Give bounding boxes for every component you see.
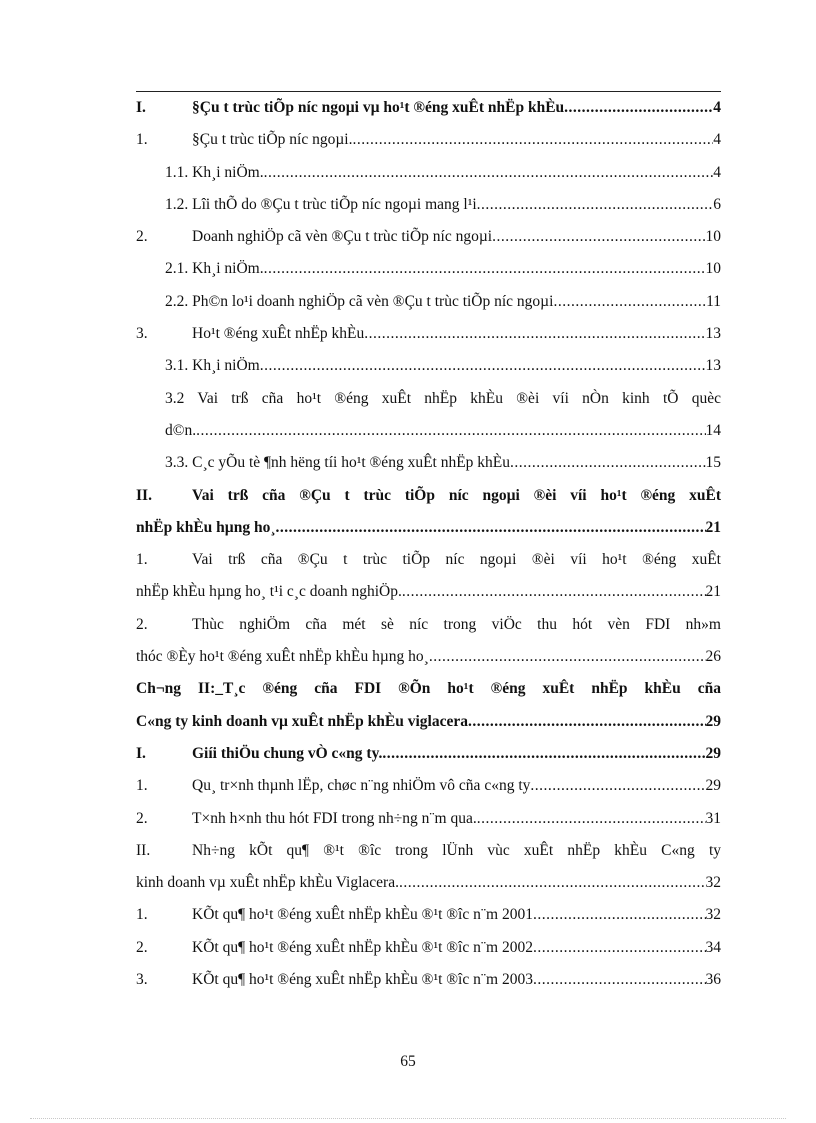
toc-entry	[136, 964, 721, 996]
toc-entry	[136, 92, 721, 124]
toc-entry-title: §Çu t trùc tiÕp níc ngoµi vµ ho¹t ®éng xuÊt nhËp khÈu	[192, 99, 565, 116]
toc-entry-title: kinh doanh vµ xuÊt nhËp khÈu Viglacera.	[136, 874, 399, 892]
dot-leader	[530, 770, 705, 802]
toc-entry-number: 2.	[136, 938, 148, 956]
toc-entry	[136, 835, 721, 867]
toc-entry	[136, 770, 721, 802]
toc-entry-title: d©n.	[165, 421, 197, 439]
dot-leader	[477, 803, 706, 835]
toc-entry-page: 26	[705, 648, 721, 666]
toc-entry	[136, 576, 721, 608]
toc-entry	[136, 867, 721, 899]
dot-leader	[352, 124, 713, 156]
dot-leader	[275, 512, 705, 544]
toc-entry-number: 2.	[136, 809, 148, 827]
toc-entry	[136, 124, 721, 156]
toc-entry-number: I.	[136, 99, 146, 116]
toc-entry-title: 1.1. Kh¸i niÖm.	[165, 163, 264, 181]
dot-leader	[399, 867, 706, 899]
dot-leader	[264, 157, 714, 189]
toc-entry-title: §Çu t trùc tiÕp níc ngoµi.	[192, 131, 353, 149]
toc-entry	[136, 415, 721, 447]
toc-entry-number: 2.	[136, 228, 148, 246]
toc-entry-title: T×nh h×nh thu hót FDI trong nh÷ng n¨m qua.	[192, 809, 477, 827]
dot-leader	[468, 706, 706, 738]
toc-entry	[136, 157, 721, 189]
toc-entry-title: Thùc nghiÖm cña mét sè níc trong viÖc thu hót vèn FDI nh»m	[192, 615, 721, 633]
dot-leader	[364, 318, 705, 350]
toc-entry	[136, 544, 721, 576]
toc-entry-number: 1.	[136, 777, 148, 795]
toc-entry-page: 6	[713, 195, 721, 213]
toc-entry-page: 4	[713, 99, 721, 116]
toc-entry	[136, 803, 721, 835]
dot-leader	[402, 576, 706, 608]
toc-entry-number: 1.	[136, 906, 148, 924]
toc-entry-title: 3.1. Kh¸i niÖm	[165, 357, 260, 375]
toc-entry-title: Nh÷ng kÕt qu¶ ®¹t ®îc trong lÜnh vùc xuÊt nhËp khÈu C«ng ty	[192, 841, 721, 859]
toc-entry-number: 1.	[136, 131, 148, 149]
toc-entry	[136, 480, 721, 512]
toc-entry	[136, 221, 721, 253]
toc-entry-page: 10	[705, 228, 721, 246]
dot-leader	[429, 641, 706, 673]
toc-entry	[136, 447, 721, 479]
toc-entry	[136, 673, 721, 705]
toc-entry-page: 29	[705, 777, 721, 795]
dot-leader	[533, 899, 706, 931]
toc-entry	[136, 738, 721, 770]
toc-entry	[136, 350, 721, 382]
toc-entry-title: Giíi thiÖu chung vÒ c«ng ty.	[192, 744, 383, 762]
toc-entry-number: II.	[136, 841, 151, 859]
toc-entry	[136, 286, 721, 318]
toc-entry	[136, 318, 721, 350]
toc-entry	[136, 899, 721, 931]
toc-entry	[136, 932, 721, 964]
dot-leader	[492, 221, 705, 253]
toc-entry-page: 32	[705, 874, 721, 892]
toc-entry-title: 2.1. Kh¸i niÖm.	[165, 260, 264, 278]
bottom-divider	[30, 1118, 786, 1119]
toc-entry-title: 3.3. C¸c yÕu tè ¶nh hëng tíi ho¹t ®éng xuÊt nhËp khÈu	[165, 454, 511, 472]
dot-leader	[196, 415, 705, 447]
toc-entry-page: 32	[705, 906, 721, 924]
toc-entry-title: Qu¸ tr×nh thµnh lËp, chøc n¨ng nhiÖm vô cña c«ng ty	[192, 777, 531, 795]
toc-entry-page: 21	[705, 583, 721, 601]
toc-entry-title: 3.2 Vai trß cña ho¹t ®éng xuÊt nhËp khÈu ®èi víi nÒn kinh tÕ quèc	[165, 389, 721, 407]
toc-entry-page: 13	[705, 325, 721, 343]
toc-entry-title: KÕt qu¶ ho¹t ®éng xuÊt nhËp khÈu ®¹t ®îc n¨m 2002	[192, 938, 533, 956]
toc-entry-title: thóc ®Èy ho¹t ®éng xuÊt nhËp khÈu hµng ho¸	[136, 648, 429, 666]
dot-leader	[510, 447, 705, 479]
toc-entry	[136, 383, 721, 415]
toc-entry-number: 2.	[136, 615, 148, 633]
toc-entry-number: 3.	[136, 325, 148, 343]
dot-leader	[260, 350, 706, 382]
toc-entry-page: 4	[713, 163, 721, 181]
toc-entry-page: 36	[705, 971, 721, 989]
toc-entry-title: KÕt qu¶ ho¹t ®éng xuÊt nhËp khÈu ®¹t ®îc n¨m 2003	[192, 971, 533, 989]
toc-entry	[136, 512, 721, 544]
toc-entry-number: II.	[136, 486, 152, 504]
dot-leader	[477, 189, 714, 221]
toc-entry-page: 11	[706, 292, 721, 310]
toc-entry-title: nhËp khÈu hµng ho¸ t¹i c¸c doanh nghiÖp.	[136, 583, 402, 601]
toc-entry-title: Vai trß cña ®Çu t trùc tiÕp níc ngoµi ®èi víi ho¹t ®éng xuÊt	[192, 551, 721, 569]
dot-leader	[264, 253, 706, 285]
dot-leader	[553, 286, 706, 318]
toc-entry	[136, 641, 721, 673]
toc-entry-page: 21	[705, 518, 721, 536]
page-number: 65	[400, 1053, 416, 1070]
toc-entry-page: 29	[705, 744, 721, 762]
toc-entry	[136, 706, 721, 738]
toc-entry-title: nhËp khÈu hµng ho¸	[136, 518, 276, 536]
toc-entry-title: Ch¬ng II:_T¸c ®éng cña FDI ®Õn ho¹t ®éng xuÊt nhËp khÈu cña	[136, 680, 721, 698]
toc-entry-title: Vai trß cña ®Çu t trùc tiÕp níc ngoµi ®èi víi ho¹t ®éng xuÊt	[192, 486, 721, 504]
toc-entry-title: C«ng ty kinh doanh vµ xuÊt nhËp khÈu viglacera	[136, 712, 468, 730]
dot-leader	[533, 964, 706, 996]
dot-leader	[382, 738, 705, 770]
toc-entry-number: 1.	[136, 551, 148, 569]
toc-entry	[136, 189, 721, 221]
dot-leader	[533, 932, 706, 964]
toc-entry-title: 2.2. Ph©n lo¹i doanh nghiÖp cã vèn ®Çu t trùc tiÕp níc ngoµi	[165, 292, 554, 310]
toc-entry	[136, 253, 721, 285]
toc-entry-title: 1.2. Lîi thÕ do ®Çu t trùc tiÕp níc ngoµi mang l¹i	[165, 195, 477, 213]
toc-entry-title: Doanh nghiÖp cã vèn ®Çu t trùc tiÕp níc ngoµi	[192, 228, 493, 246]
toc-entry-number: 3.	[136, 971, 148, 989]
toc-entry-page: 14	[705, 421, 721, 439]
toc-entry-page: 13	[705, 357, 721, 375]
toc-entry-page: 4	[713, 131, 721, 149]
toc-entry-title: KÕt qu¶ ho¹t ®éng xuÊt nhËp khÈu ®¹t ®îc n¨m 2001	[192, 906, 533, 924]
toc-entry-number: I.	[136, 744, 146, 762]
toc-entry-page: 34	[705, 938, 721, 956]
toc-entry-title: Ho¹t ®éng xuÊt nhËp khÈu	[192, 325, 365, 343]
toc-entry	[136, 609, 721, 641]
toc-entry-page: 31	[705, 809, 721, 827]
toc-entry-page: 15	[705, 454, 721, 472]
toc-entry-page: 10	[705, 260, 721, 278]
toc-entry-page: 29	[705, 712, 721, 730]
dot-leader	[564, 92, 713, 124]
table-of-contents	[136, 92, 721, 996]
